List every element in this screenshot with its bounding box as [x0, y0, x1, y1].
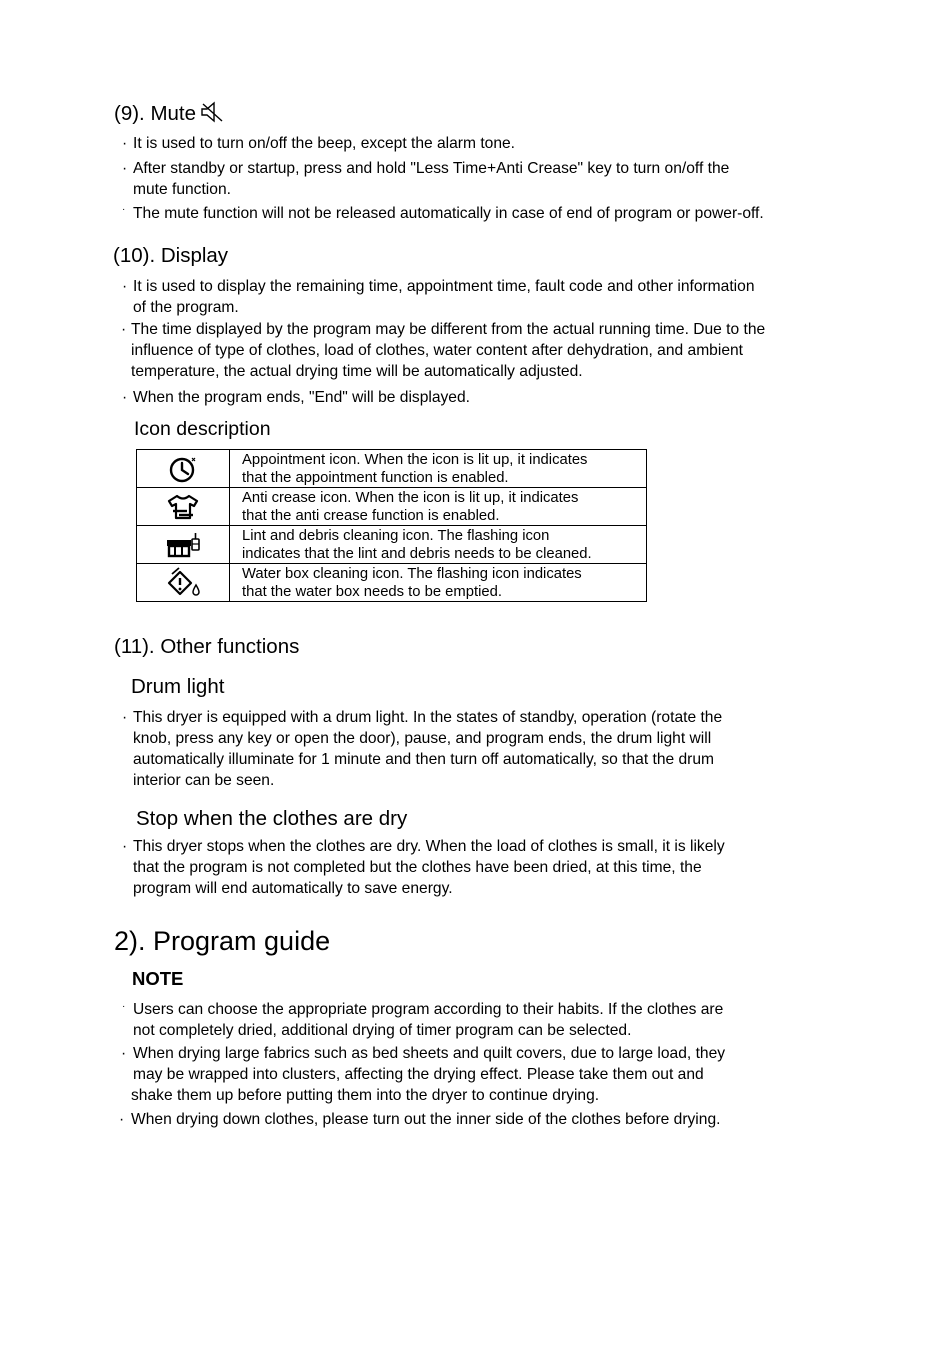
- table-row: [137, 450, 647, 488]
- icon-row-text: that the appointment function is enabled.: [242, 469, 509, 486]
- program-note-3: When drying down clothes, please turn out the inner side of the clothes before drying.: [131, 1111, 721, 1128]
- lint-filter-icon: [137, 530, 229, 560]
- icon-description-table: [136, 449, 647, 602]
- program-note-1-cont: not completely dried, additional drying of timer program can be selected.: [133, 1022, 632, 1039]
- program-note-2: When drying large fabrics such as bed sheets and quilt covers, due to large load, they: [133, 1045, 726, 1062]
- mute-bullet-2-cont: mute function.: [133, 181, 231, 198]
- display-bullet-1: It is used to display the remaining time, appointment time, fault code and other information: [133, 278, 755, 295]
- shirt-icon: [137, 492, 229, 522]
- program-guide-heading: 2). Program guide: [114, 926, 331, 956]
- mute-bullet-2: After standby or startup, press and hold "Less Time+Anti Crease" key to turn on/off the: [133, 160, 730, 177]
- display-bullet-2: The time displayed by the program may be different from the actual running time. Due to the: [131, 321, 766, 338]
- water-box-icon: [137, 567, 229, 599]
- drum-light-title: Drum light: [131, 675, 225, 698]
- icon-row-text: Appointment icon. When the icon is lit up, it indicates: [242, 451, 588, 468]
- icon-row-text: Anti crease icon. When the icon is lit up, it indicates: [242, 489, 579, 506]
- mute-speaker-icon: [199, 101, 225, 129]
- stop-when-dry-title: Stop when the clothes are dry: [136, 807, 408, 830]
- icon-row-text: that the water box needs to be emptied.: [242, 583, 502, 600]
- icon-row-text: indicates that the lint and debris needs to be cleaned.: [242, 545, 592, 562]
- mute-heading: (9). Mute: [114, 101, 225, 129]
- manual-page: (9). Mute · It is used to turn on/off the beep, except the alarm tone. · After standby or startup, press and hold "Less Time+Anti Crease" key to turn on/off the mute function. · The mute function will not be released automatically in case of end of program or power-off. (10). Display · It is used to display the remaining time, appointment time, fault code and other information of the program. · The time displayed by the program may be different from the actual running time. Due to the influence of type of clothes, load of clothes, water content after dehydration, and ambient temperature, the actual drying time will be automatically adjusted. · When the program ends, "End" will be displayed. Icon description Appointment icon. When the icon is lit up, it indicates that the appointment function is enabled. Anti crease icon. When the icon is lit up, it indicates that the anti crease function is enabled. Lint and debris cleaning icon. The flashing icon indicates that the lint and debris needs to be cleaned. Water box cleaning icon. The flashing icon indicates that the water box needs to be emptied. (11). Other functions Drum light · This dryer is equipped with a drum light. In the states of standby, operation (rotate the knob, press any key or open the door), pause, and program ends, the drum light will automatically illuminate for 1 minute and then turn off automatically, so that the drum interior can be seen. Stop when the clothes are dry · This dryer stops when the clothes are dry. When the load of clothes is small, it is likely that the program is not completed but the clothes have been dried, at this time, the program will end automatically to save energy. 2). Program guide NOTE · Users can choose the appropriate program according to their habits. If the clothes are not completely dried, additional drying of timer program can be selected. · When drying large fabrics such as bed sheets and quilt covers, due to large load, they may be wrapped into clusters, affecting the drying effect. Please take them out and shake them up before putting them into the dryer to continue drying. · When drying down clothes, please turn out the inner side of the clothes before drying.: [113, 102, 766, 1128]
- table-row: [137, 564, 647, 602]
- note-label: NOTE: [132, 968, 184, 989]
- display-bullet-3: When the program ends, "End" will be displayed.: [133, 389, 470, 406]
- drum-light-line-2: knob, press any key or open the door), pause, and program ends, the drum light will: [133, 730, 712, 747]
- table-row: [137, 526, 647, 564]
- display-heading: (10). Display: [113, 244, 229, 267]
- other-functions-heading: (11). Other functions: [114, 635, 300, 658]
- display-bullet-2-cont-2: temperature, the actual drying time will be automatically adjusted.: [131, 363, 583, 380]
- icon-row-text: that the anti crease function is enabled.: [242, 507, 500, 524]
- stop-when-dry-line-1: This dryer stops when the clothes are dry. When the load of clothes is small, it is likely: [133, 838, 725, 855]
- table-row: [137, 488, 647, 526]
- stop-when-dry-line-3: program will end automatically to save energy.: [133, 880, 453, 897]
- clock-icon: [137, 453, 229, 485]
- mute-bullet-3: The mute function will not be released automatically in case of end of program or power-off.: [133, 205, 764, 222]
- drum-light-line-3: automatically illuminate for 1 minute and then turn off automatically, so that the drum: [133, 751, 715, 768]
- drum-light-line-1: This dryer is equipped with a drum light. In the states of standby, operation (rotate the: [133, 709, 723, 726]
- icon-row-text: Lint and debris cleaning icon. The flashing icon: [242, 527, 550, 544]
- icon-description-title: Icon description: [134, 418, 271, 440]
- display-bullet-2-cont-1: influence of type of clothes, load of clothes, water content after dehydration, and ambient: [131, 342, 744, 359]
- program-note-2-cont-2: shake them up before putting them into the dryer to continue drying.: [131, 1087, 600, 1104]
- drum-light-line-4: interior can be seen.: [133, 772, 275, 789]
- program-note-1: Users can choose the appropriate program according to their habits. If the clothes are: [133, 1001, 724, 1018]
- icon-row-text: Water box cleaning icon. The flashing icon indicates: [242, 565, 582, 582]
- stop-when-dry-line-2: that the program is not completed but the clothes have been dried, at this time, the: [133, 859, 702, 876]
- program-note-2-cont-1: may be wrapped into clusters, affecting the drying effect. Please take them out and: [133, 1066, 704, 1083]
- display-bullet-1-cont: of the program.: [133, 299, 239, 316]
- mute-bullet-1: It is used to turn on/off the beep, except the alarm tone.: [133, 135, 516, 152]
